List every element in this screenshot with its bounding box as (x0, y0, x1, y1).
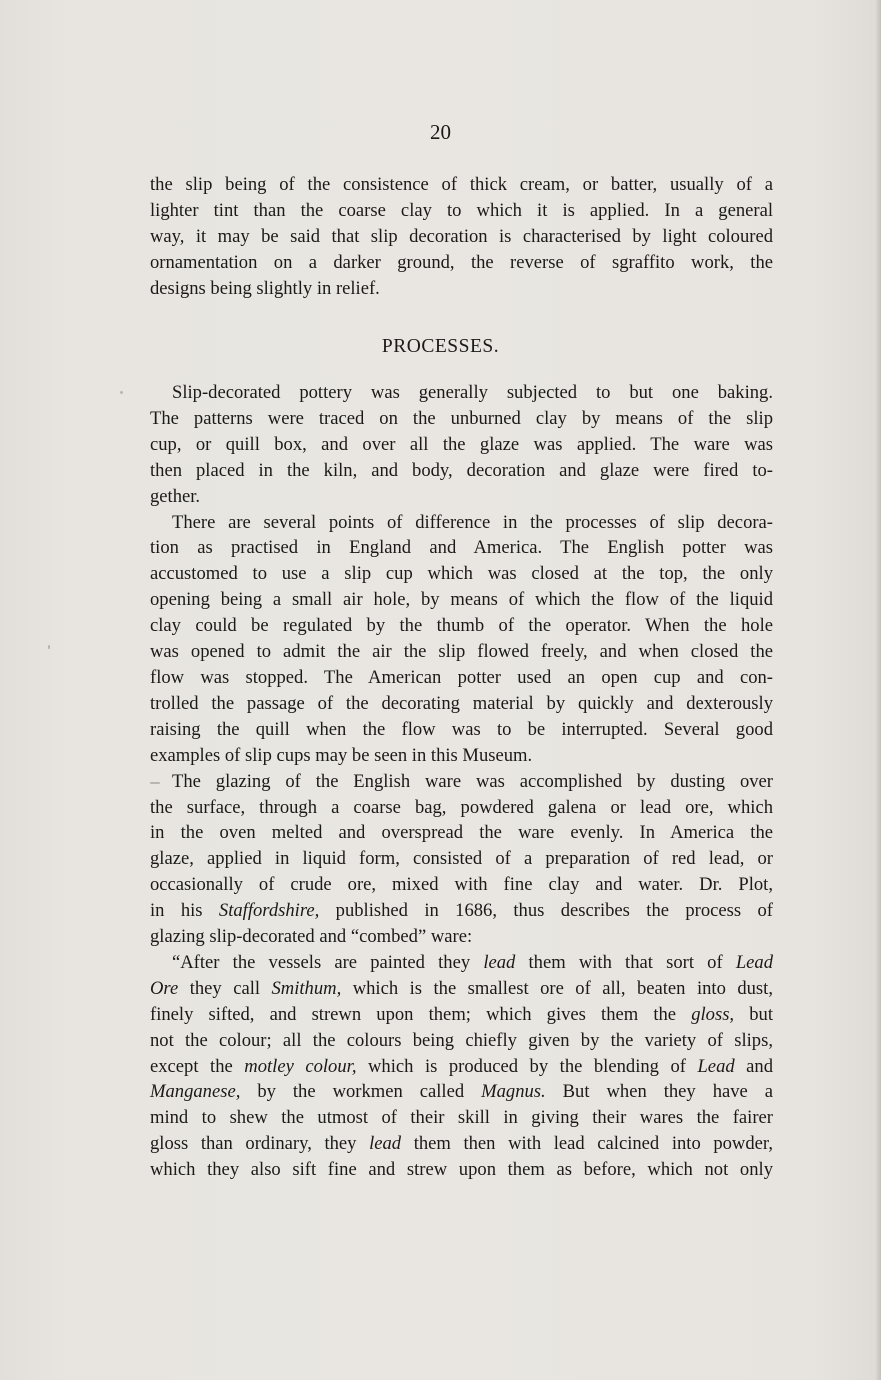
text-run: they call (178, 977, 272, 999)
text-line: opening being a small air hole, by means of which the flow of the liquid (150, 589, 773, 611)
quote-line (150, 950, 773, 976)
quote-line (150, 1131, 773, 1157)
text-line: raising the quill when the flow was to be interrupted. Several good (150, 718, 773, 740)
text-line: occasionally of crude ore, mixed with fine clay and water. Dr. Plot, (150, 874, 773, 896)
section-heading: PROCESSES. (381, 336, 500, 357)
ink-speck (150, 782, 160, 784)
text-run: gloss than ordinary, they (150, 1133, 370, 1155)
text-line: glaze, applied in liquid form, consisted of a preparation of red lead, or (150, 848, 773, 870)
text-run: published in 1686, thus describes the process of (319, 900, 773, 922)
italic-term: Smithum, (271, 977, 342, 999)
page-edge-shadow (875, 0, 881, 1380)
text-line: then placed in the kiln, and body, decoration and glaze were fired to- (150, 459, 773, 481)
processes-body (150, 380, 773, 1183)
text-line: Slip-decorated pottery was generally subjected to but one baking. (172, 382, 773, 403)
quote-line: not the colour; all the colours being chiefly given by the variety of slips, (150, 1029, 773, 1051)
text-run: them with that sort of (515, 951, 736, 973)
quote-line: mind to shew the utmost of their skill in giving their wares the fairer (150, 1107, 773, 1129)
text-line: the slip being of the consistence of thick cream, or batter, usually of a (150, 174, 773, 195)
text-run: But when they have a (545, 1081, 774, 1103)
text-line: glazing slip-decorated and “combed” ware: (150, 926, 473, 948)
text-line: clay could be regulated by the thumb of the operator. When the hole (150, 615, 773, 637)
text-line: The glazing of the English ware was accomplished by dusting over (172, 770, 773, 792)
text-run: “After the vessels are painted they (172, 951, 484, 973)
text-line: way, it may be said that slip decoration is characterised by light coloured (150, 225, 773, 247)
italic-term: Manganese, (150, 1081, 241, 1103)
italic-term: Lead (697, 1055, 735, 1077)
text-run: by the workmen called (240, 1081, 482, 1103)
text-line: tion as practised in England and America. The English potter was (150, 537, 773, 559)
quote-line (150, 976, 773, 1002)
text-run: except the (150, 1055, 245, 1077)
text-line: the surface, through a coarse bag, powdered galena or lead ore, which (150, 796, 773, 818)
italic-term: lead (369, 1133, 402, 1155)
italic-title: Staffordshire, (218, 900, 320, 922)
text-run: which is produced by the blending of (356, 1055, 698, 1077)
text-run: which is the smallest ore of all, beaten into dust, (341, 977, 773, 999)
text-line: There are several points of difference in the processes of slip decora- (172, 511, 773, 533)
text-line: lighter tint than the coarse clay to which it is applied. In a general (150, 199, 773, 221)
text-run: them then with lead calcined into powder, (401, 1133, 774, 1155)
italic-term: Lead (735, 951, 773, 973)
ink-speck (48, 645, 50, 649)
text-line: The patterns were traced on the unburned clay by means of the slip (150, 407, 773, 429)
quote-line (150, 1054, 773, 1080)
ink-speck (120, 391, 123, 394)
text-line: ornamentation on a darker ground, the reverse of sgraffito work, the (150, 251, 773, 273)
text-line: examples of slip cups may be seen in this Museum. (150, 744, 533, 766)
page-number: 20 (430, 120, 451, 144)
text-line: cup, or quill box, and over all the glaze was applied. The ware was (150, 433, 773, 455)
italic-term: motley colour, (244, 1055, 357, 1077)
text-line: trolled the passage of the decorating material by quickly and dexterously (150, 692, 773, 714)
text-line: gether. (150, 485, 201, 507)
intro-paragraph (150, 172, 773, 302)
quote-line: which they also sift fine and strew upon them as before, which not only (150, 1159, 773, 1181)
quote-line (150, 1079, 773, 1105)
text-line: was opened to admit the air the slip flowed freely, and when closed the (150, 641, 773, 663)
italic-term: Magnus. (481, 1081, 546, 1103)
text-line: accustomed to use a slip cup which was closed at the top, the only (150, 563, 773, 585)
text-run: in his (150, 900, 219, 922)
text-line (150, 898, 773, 924)
italic-term: lead (483, 951, 516, 973)
text-line: in the oven melted and overspread the ware evenly. In America the (150, 822, 773, 844)
italic-term: Ore (150, 977, 179, 999)
text-line: flow was stopped. The American potter used an open cup and con- (150, 666, 773, 688)
text-run: finely sifted, and strewn upon them; which gives them the (150, 1003, 692, 1025)
text-run: but (734, 1003, 773, 1025)
text-line: designs being slightly in relief. (150, 277, 380, 299)
quote-line (150, 1002, 773, 1028)
italic-term: gloss, (691, 1003, 735, 1025)
text-run: and (734, 1055, 774, 1077)
